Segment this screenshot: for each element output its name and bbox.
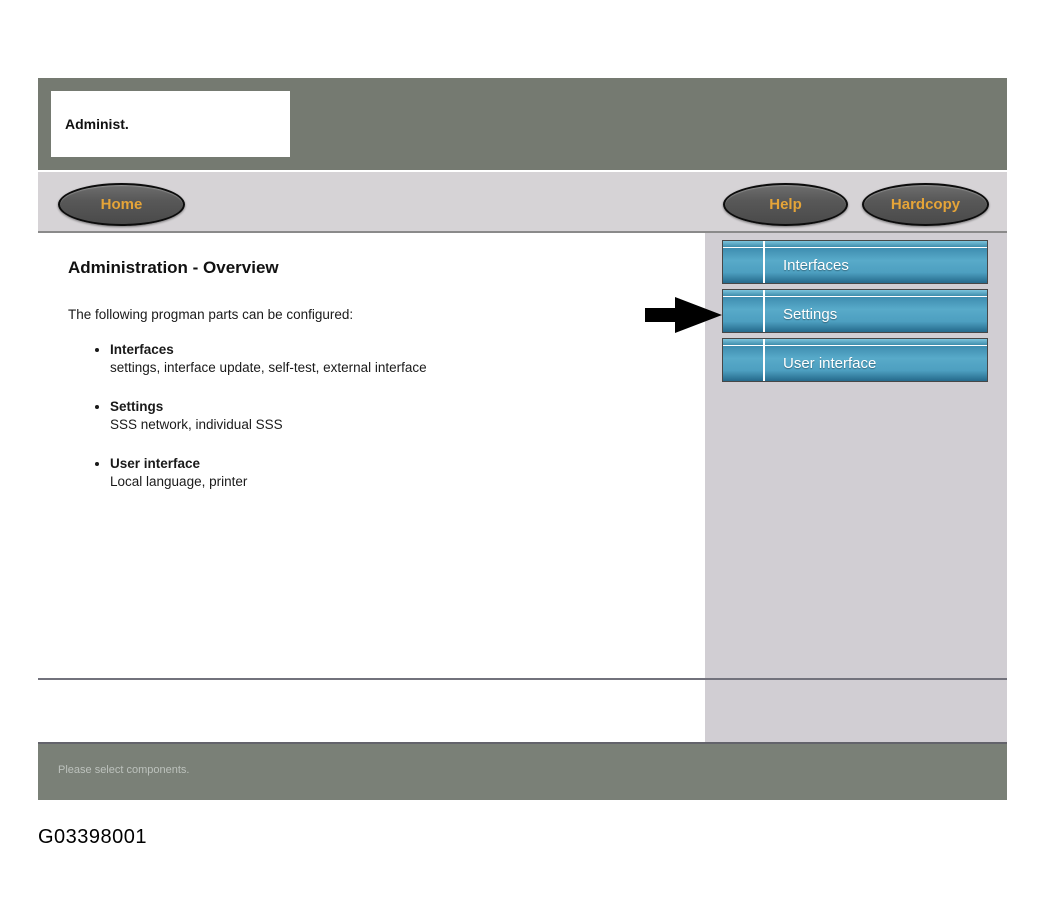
- tab-label: Administ.: [65, 116, 129, 132]
- sub-row-left: [38, 680, 705, 742]
- tab-administ[interactable]: [51, 91, 290, 157]
- status-message: Please select components.: [58, 764, 190, 776]
- list-item-desc: SSS network, individual SSS: [110, 417, 283, 432]
- settings-pointer-arrow-icon: [645, 296, 723, 334]
- figure-caption: G03398001: [38, 826, 148, 848]
- list-item-label: • Settings: [110, 399, 164, 414]
- intro-text: The following progman parts can be configured:: [68, 307, 354, 322]
- list-item-label: • Interfaces: [110, 342, 174, 357]
- sidebar-button-label: Interfaces: [783, 257, 849, 274]
- list-item-label: • User interface: [110, 456, 201, 471]
- sub-row-right: [705, 680, 1007, 742]
- titlebar: [38, 78, 1007, 170]
- sub-row: [38, 680, 1007, 742]
- toolbar: [38, 170, 1007, 233]
- help-button[interactable]: Help: [723, 183, 848, 226]
- sidebar-button-label: User interface: [783, 355, 877, 372]
- status-bar: [38, 742, 1007, 800]
- list-item-desc: settings, interface update, self-test, external interface: [110, 360, 427, 375]
- list-item-desc: Local language, printer: [110, 474, 248, 489]
- progman-window: [38, 78, 1007, 800]
- hardcopy-button[interactable]: Hardcopy: [862, 183, 989, 226]
- page-title: Administration - Overview: [68, 258, 279, 277]
- sidebar-button-label: Settings: [783, 306, 838, 323]
- home-button[interactable]: Home: [58, 183, 185, 226]
- lower-section: [38, 233, 1007, 800]
